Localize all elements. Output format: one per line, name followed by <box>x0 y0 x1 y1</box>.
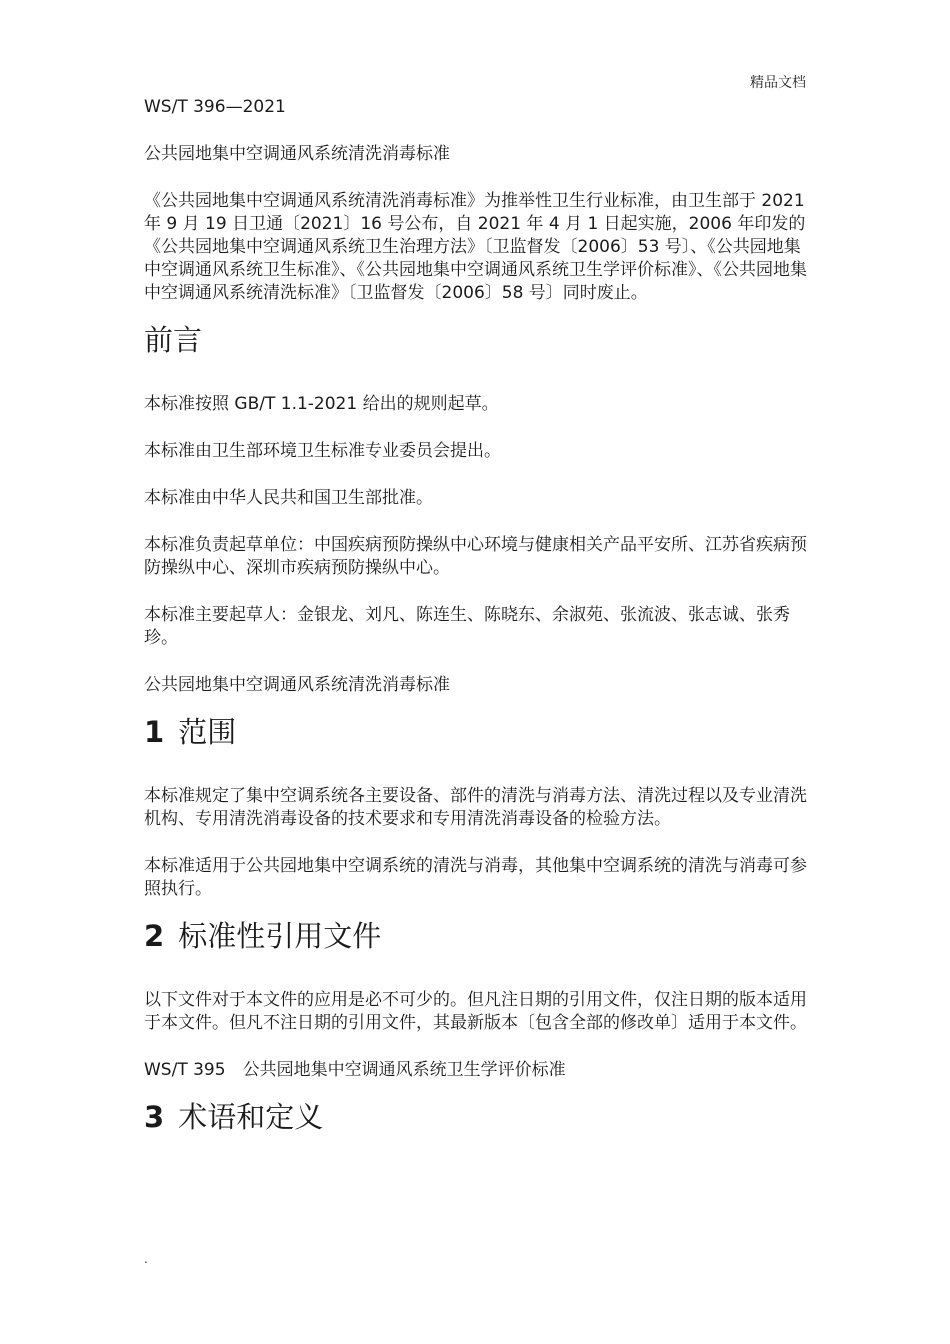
standard-code: WS/T 396—2021 <box>144 97 286 117</box>
section-2-heading <box>144 919 808 953</box>
preface-paragraph-1: 本标准按照 GB/T 1.1-2021 给出的规则起草。 <box>144 394 499 414</box>
section-3-heading <box>144 1100 808 1134</box>
preface-paragraph-6: 公共园地集中空调通风系统清洗消毒标准 <box>144 675 450 695</box>
section-2-paragraph-1: 以下文件对于本文件的应用是必不可少的。但凡注日期的引用文件，仅注日期的版本适用于本文件。但凡不注日期的引用文件，其最新版本〔包含全部的修改单〕适用于本文件。 <box>144 990 807 1033</box>
footer-mark: . <box>144 1252 148 1266</box>
section-2-reference: WS/T 395 公共园地集中空调通风系统卫生学评价标准 <box>144 1060 566 1080</box>
document-title: 公共园地集中空调通风系统清洗消毒标准 <box>144 144 450 164</box>
section-3-title: 术语和定义 <box>178 1100 324 1134</box>
section-1-heading <box>144 715 808 749</box>
preface-paragraph-3: 本标准由中华人民共和国卫生部批准。 <box>144 488 433 508</box>
section-1-paragraph-2: 本标准适用于公共园地集中空调系统的清洗与消毒，其他集中空调系统的清洗与消毒可参照执行。 <box>144 856 807 899</box>
section-2-title: 标准性引用文件 <box>178 919 382 953</box>
section-1-paragraph-1: 本标准规定了集中空调系统各主要设备、部件的清洗与消毒方法、清洗过程以及专业清洗机构、专用清洗消毒设备的技术要求和专用清洗消毒设备的检验方法。 <box>144 786 807 829</box>
preface-paragraph-4: 本标准负责起草单位：中国疾病预防操纵中心环境与健康相关产品平安所、江苏省疾病预防操纵中心、深圳市疾病预防操纵中心。 <box>144 535 807 578</box>
preface-paragraph-2: 本标准由卫生部环境卫生标准专业委员会提出。 <box>144 441 501 461</box>
intro-paragraph: 《公共园地集中空调通风系统清洗消毒标准》为推举性卫生行业标准，由卫生部于 2021 年 9 月 19 日卫通〔2021〕16 号公布，自 2021 年 4 月 1 日起实施，2006 年印发的《公共园地集中空调通风系统卫生治理方法》〔卫监督发〔2006〕53 号〕、《公共园地集中空调通风系统卫生标准》、《公共园地集中空调通风系统卫生学评价标准》、《公共园地集中空调通风系统清洗标准》〔卫监督发〔2006〕58 号〕同时废止。 <box>144 191 807 303</box>
section-2-number: 2 <box>144 919 165 953</box>
document-body <box>144 96 808 1134</box>
preface-paragraph-5: 本标准主要起草人：金银龙、刘凡、陈连生、陈晓东、余淑苑、张流波、张志诚、张秀珍。 <box>144 605 790 648</box>
section-1-title: 范围 <box>178 715 237 749</box>
header-tag: 精品文档 <box>750 75 806 91</box>
preface-heading: 前言 <box>144 323 203 357</box>
section-3-number: 3 <box>144 1100 165 1134</box>
section-1-number: 1 <box>144 715 165 749</box>
